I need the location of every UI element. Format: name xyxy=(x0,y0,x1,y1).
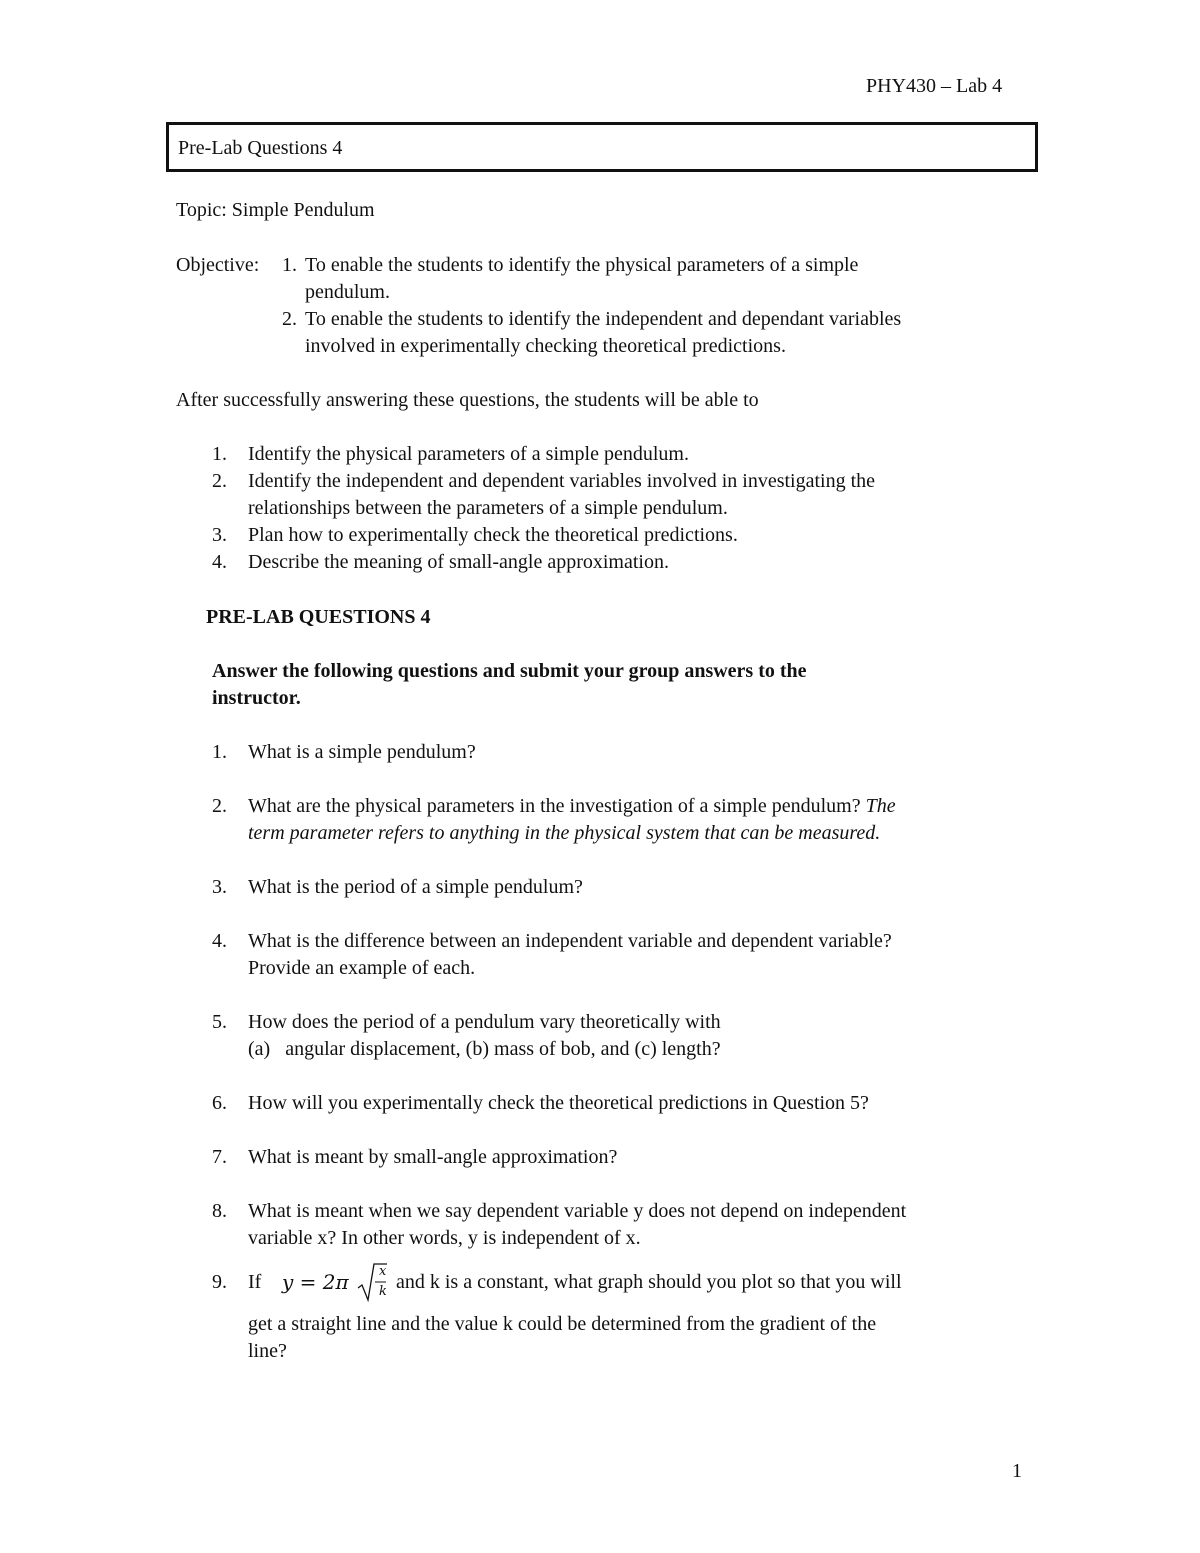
objective-1-line-1: To enable the students to identify the physical parameters of a simple xyxy=(305,254,859,276)
question-2-text xyxy=(248,794,896,818)
question-9-line-1: and k is a constant, what graph should you plot so that you will xyxy=(396,1271,902,1293)
question-7-num: 7. xyxy=(212,1146,227,1168)
objective-2-line-2: involved in experimentally checking theoretical predictions. xyxy=(305,335,786,357)
objective-label: Objective: xyxy=(176,254,260,276)
outcome-3-text: Plan how to experimentally check the theoretical predictions. xyxy=(248,524,738,546)
objective-2-line-1: To enable the students to identify the independent and dependant variables xyxy=(305,308,902,330)
objective-1-num: 1. xyxy=(282,254,297,276)
question-5-num: 5. xyxy=(212,1011,227,1033)
question-4-line-2: Provide an example of each. xyxy=(248,957,476,979)
question-5-line-2: (a) angular displacement, (b) mass of bob, and (c) length? xyxy=(248,1038,721,1060)
question-8-line-2: variable x? In other words, y is independent of x. xyxy=(248,1227,641,1249)
outcome-4-text: Describe the meaning of small-angle approximation. xyxy=(248,551,669,573)
formula-frac-num: x xyxy=(379,1264,387,1279)
question-2-italic-start: The xyxy=(865,795,896,817)
question-8-line-1: What is meant when we say dependent variable y does not depend on independent xyxy=(248,1200,907,1222)
question-4-num: 4. xyxy=(212,930,227,952)
intro-text: After successfully answering these questions, the students will be able to xyxy=(176,389,759,411)
question-2-num: 2. xyxy=(212,795,227,817)
question-2-note: term parameter refers to anything in the physical system that can be measured. xyxy=(248,822,881,844)
question-5-line-1: How does the period of a pendulum vary theoretically with xyxy=(248,1011,721,1033)
outcome-1-text: Identify the physical parameters of a simple pendulum. xyxy=(248,443,689,465)
outcome-2-num: 2. xyxy=(212,470,227,492)
question-6-num: 6. xyxy=(212,1092,227,1114)
instruction-line-1: Answer the following questions and submit your group answers to the xyxy=(212,660,807,682)
outcome-4-num: 4. xyxy=(212,551,227,573)
question-6-text: How will you experimentally check the theoretical predictions in Question 5? xyxy=(248,1092,869,1114)
question-4-line-1: What is the difference between an independent variable and dependent variable? xyxy=(248,930,892,952)
objective-1-line-2: pendulum. xyxy=(305,281,390,303)
question-3-num: 3. xyxy=(212,876,227,898)
topic-line: Topic: Simple Pendulum xyxy=(176,199,375,221)
question-9-formula xyxy=(282,1262,387,1304)
title-box-text: Pre-Lab Questions 4 xyxy=(178,137,343,159)
question-1-text: What is a simple pendulum? xyxy=(248,741,476,763)
question-8-num: 8. xyxy=(212,1200,227,1222)
question-2-main: What are the physical parameters in the investigation of a simple pendulum? xyxy=(248,795,861,817)
objective-2-num: 2. xyxy=(282,308,297,330)
question-9-line-2: get a straight line and the value k could be determined from the gradient of the xyxy=(248,1313,877,1335)
question-1-num: 1. xyxy=(212,741,227,763)
outcome-1-num: 1. xyxy=(212,443,227,465)
title-box xyxy=(166,122,1038,172)
question-9-line-3: line? xyxy=(248,1340,287,1362)
formula-frac-den: k xyxy=(379,1284,387,1299)
section-heading: PRE-LAB QUESTIONS 4 xyxy=(206,606,431,628)
question-9-num: 9. xyxy=(212,1271,227,1293)
running-header: PHY430 – Lab 4 xyxy=(866,75,1003,97)
outcome-3-num: 3. xyxy=(212,524,227,546)
outcome-2-line-2: relationships between the parameters of a simple pendulum. xyxy=(248,497,728,519)
question-7-text: What is meant by small-angle approximation? xyxy=(248,1146,618,1168)
page-number: 1 xyxy=(1012,1460,1022,1482)
question-3-text: What is the period of a simple pendulum? xyxy=(248,876,583,898)
instruction-line-2: instructor. xyxy=(212,687,301,709)
question-9-if: If xyxy=(248,1271,262,1293)
outcome-2-line-1: Identify the independent and dependent variables involved in investigating the xyxy=(248,470,876,492)
formula-lhs: y = 2π xyxy=(282,1270,349,1294)
